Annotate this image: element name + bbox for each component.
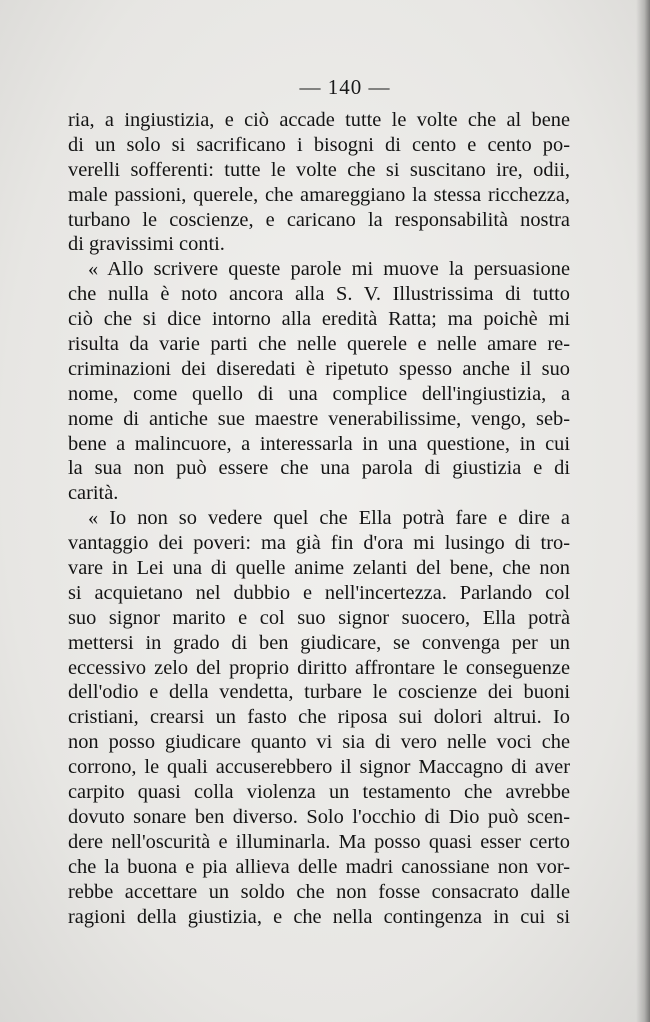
text-line: « Io non so vedere quel che Ella potrà fare e dire a xyxy=(88,507,570,530)
text-line: ria, a ingiustizia, e ciò accade tutte le volte che al bene xyxy=(68,109,570,131)
text-line: di un solo si sacrificano i bisogni di cento e cento po- xyxy=(68,133,570,156)
text-line: nome di antiche sue maestre venerabilissime, vengo, seb- xyxy=(68,407,570,430)
text-line: carpito quasi colla violenza un testamento che avrebbe xyxy=(68,781,570,804)
text-line: carità. xyxy=(68,482,119,505)
text-line: si acquietano nel dubbio e nell'incertezza. Parlando col xyxy=(68,581,570,604)
text-line: male passioni, querele, che amareggiano la stessa ricchezza, xyxy=(68,183,570,206)
text-line: suo signor marito e col suo signor suocero, Ella potrà xyxy=(68,606,570,629)
text-line: nome, come quello di una complice dell'ingiustizia, a xyxy=(68,382,570,405)
text-line: vare in Lei una di quelle anime zelanti del bene, che non xyxy=(68,557,570,580)
text-line: mettersi in grado di ben giudicare, se convenga per un xyxy=(68,631,570,654)
page-body-text xyxy=(68,108,570,929)
text-line: rebbe accettare un soldo che non fosse consacrato dalle xyxy=(68,880,570,903)
text-line: risulta da varie parti che nelle querele e nelle amare re- xyxy=(68,333,570,356)
page-number: — 140 — xyxy=(299,75,391,99)
text-line: la sua non può essere che una parola di giustizia e di xyxy=(68,457,570,480)
text-line: che nulla è noto ancora alla S. V. Illustrissima di tutto xyxy=(68,283,570,306)
text-line: dovuto sonare ben diverso. Solo l'occhio di Dio può scen- xyxy=(68,805,570,828)
text-line: « Allo scrivere queste parole mi muove la persuasione xyxy=(88,258,570,281)
text-line: criminazioni dei diseredati è ripetuto spesso anche il suo xyxy=(68,357,570,380)
text-line: di gravissimi conti. xyxy=(68,233,225,256)
text-line: dell'odio e della vendetta, turbare le coscienze dei buoni xyxy=(68,681,570,704)
text-line: verelli sofferenti: tutte le volte che si suscitano ire, odii, xyxy=(68,158,570,181)
text-line: che la buona e pia allieva delle madri canossiane non vor- xyxy=(68,855,570,878)
page-edge-shadow xyxy=(636,0,650,1022)
text-line: corrono, le quali accuserebbero il signor Maccagno di aver xyxy=(68,756,570,779)
text-line: bene a malincuore, a interessarla in una questione, in cui xyxy=(68,432,570,455)
text-line: ragioni della giustizia, e che nella contingenza in cui si xyxy=(68,905,570,928)
text-line: turbano le coscienze, e caricano la responsabilità nostra xyxy=(68,208,570,231)
text-line: dere nell'oscurità e illuminarla. Ma posso quasi esser certo xyxy=(68,830,570,853)
text-line: non posso giudicare quanto vi sia di vero nelle voci che xyxy=(68,731,570,754)
text-line: eccessivo zelo del proprio diritto affrontare le conseguenze xyxy=(68,656,570,679)
text-line: cristiani, crearsi un fasto che riposa sui dolori altrui. Io xyxy=(68,706,570,729)
text-line: ciò che si dice intorno alla eredità Ratta; ma poichè mi xyxy=(68,308,570,331)
text-line: vantaggio dei poveri: ma già fin d'ora mi lusingo di tro- xyxy=(68,532,570,555)
